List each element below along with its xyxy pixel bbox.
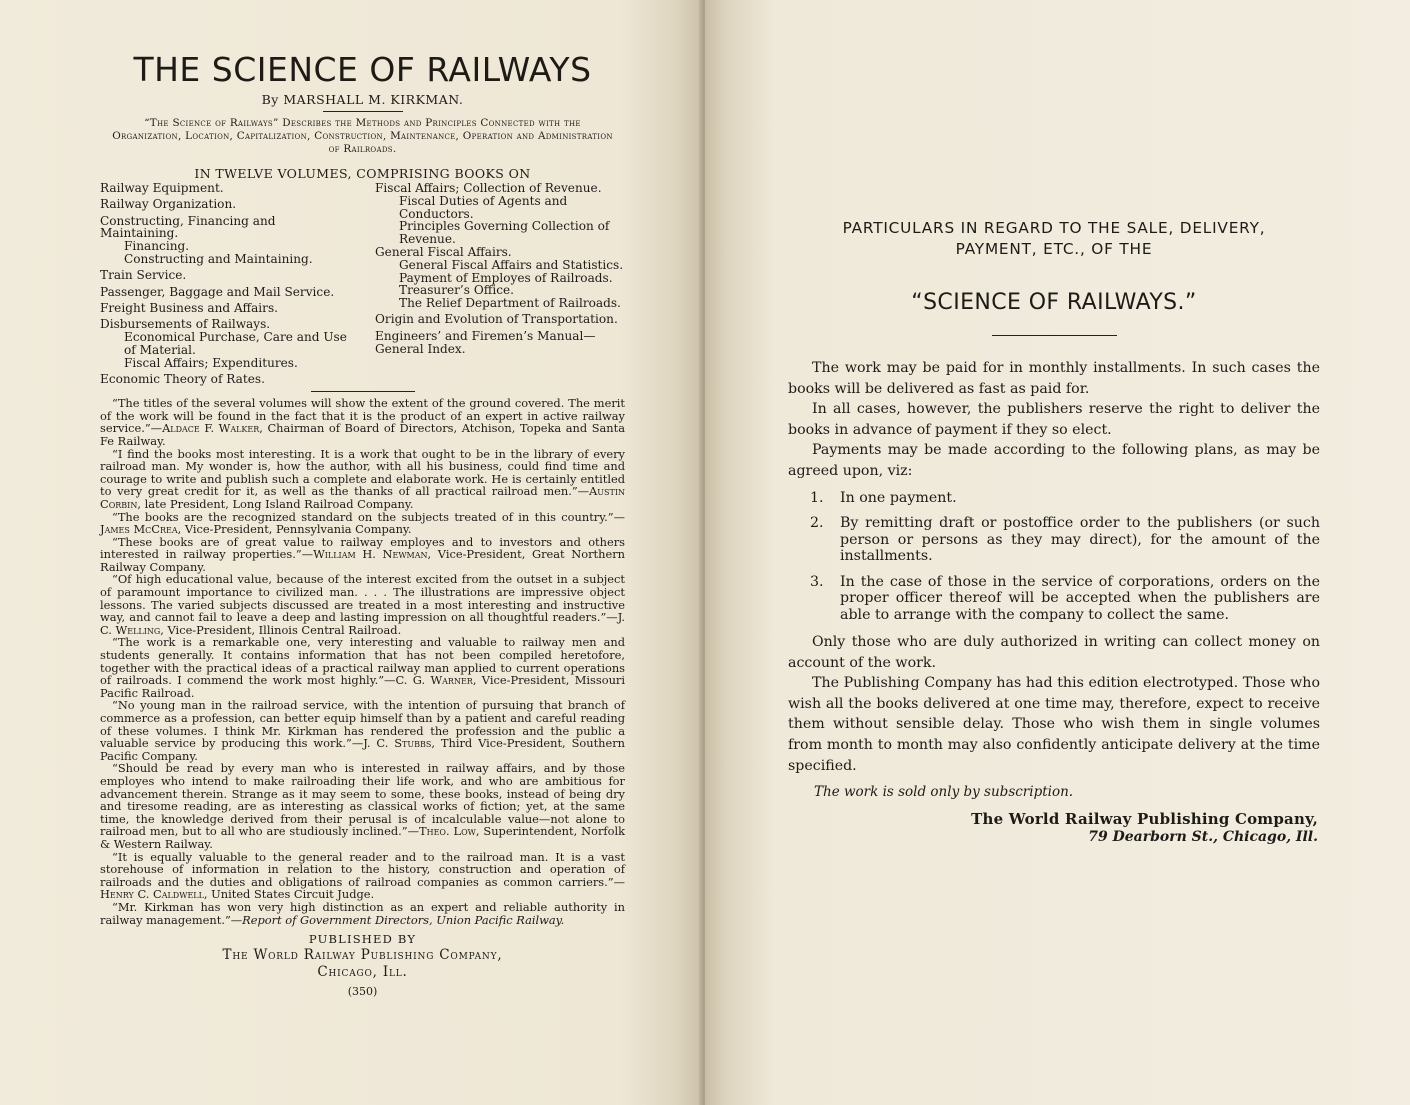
testimonial-affiliation: , United States Circuit Judge. xyxy=(203,887,375,902)
testimonial-text: “I find the books most interesting. It is a work that ought to be in the library of every railroad man. My wonder is, how the author, with all his business, could find time and courage to write and publish such a complete and elaborate work. He is certainly entitled to very great credit for it, as well as the thanks of all practical railroad men.”— xyxy=(100,446,625,499)
volume-entry: Passenger, Baggage and Mail Service. xyxy=(100,284,335,299)
testimonial xyxy=(100,699,625,762)
testimonial xyxy=(100,851,625,901)
publisher-block xyxy=(100,932,625,998)
subscription-note: The work is sold only by subscription. xyxy=(814,784,1074,801)
paragraph: In all cases, however, the publishers reserve the right to deliver the books in advance of payment if they so elect. xyxy=(788,401,1320,438)
book-title: THE SCIENCE OF RAILWAYS xyxy=(133,50,592,89)
paragraph: The work may be paid for in monthly installments. In such cases the books will be delivered as fast as paid for. xyxy=(788,360,1320,397)
divider xyxy=(992,335,1117,336)
testimonial-author: Henry C. Caldwell xyxy=(100,887,204,902)
testimonial-affiliation: , Vice-President, Illinois Central Railroad. xyxy=(160,622,402,637)
volume-entry: Fiscal Affairs; Collection of Revenue. xyxy=(375,181,602,195)
testimonials xyxy=(100,397,625,926)
description: “The Science of Railways” Describes the Methods and Principles Connected with the Organization, Location, Capitalization, Construction, Maintenance, Operation and Administration of Railroads. xyxy=(112,117,613,155)
volumes-list-left xyxy=(100,182,352,389)
testimonial xyxy=(100,636,625,699)
testimonial-author: J. C. Stubbs xyxy=(363,736,432,751)
testimonial xyxy=(100,448,625,511)
publisher-name: The World Railway Publishing Company, xyxy=(222,947,503,964)
plan-number: 1. xyxy=(810,489,824,506)
testimonial-text: “No young man in the railroad service, with the intention of pursuing that branch of commerce as a profession, can better equip himself than by a patient and careful reading of these volumes. I think Mr. Kirkman has rendered the profession and the public a valuable service by producing this work.”— xyxy=(100,698,625,751)
volume-entry: Railway Equipment. xyxy=(100,181,224,195)
right-page xyxy=(705,0,1410,1105)
testimonial-text: “It is equally valuable to the general reader and to the railroad man. It is a vast storehouse of information in relation to the history, construction and operation of railroads and the duties and obligations of railroad companies as common carriers.”— xyxy=(100,849,625,889)
testimonial-affiliation: , Third Vice-President, Southern Pacific Company. xyxy=(100,736,626,763)
volume-entry: Railway Organization. xyxy=(100,197,237,212)
testimonial xyxy=(100,901,625,926)
plan-text: In one payment. xyxy=(840,489,957,506)
volume-entry: Financing. xyxy=(124,239,190,254)
paragraph: The Publishing Company has had this edition electrotyped. Those who wish all the books delivered at one time may, therefore, expect to receive them without sensible delay. Those who wish them in single volumes from month to month may also confidently anticipate delivery at the time specified. xyxy=(788,675,1320,774)
testimonial-affiliation: , Superintendent, Norfolk & Western Railway. xyxy=(100,824,626,851)
company-address: 79 Dearborn St., Chicago, Ill. xyxy=(1088,829,1318,846)
section-title: “SCIENCE OF RAILWAYS.” xyxy=(911,290,1197,315)
volume-entry: The Relief Department of Railroads. xyxy=(399,296,621,311)
testimonial-affiliation: , Chairman of Board of Directors, Atchison, Topeka and Santa Fe Railway. xyxy=(100,421,625,448)
heading-line: PAYMENT, ETC., OF THE xyxy=(955,240,1153,258)
paragraph: Only those who are duly authorized in writing can collect money on account of the work. xyxy=(788,634,1320,671)
testimonial xyxy=(100,536,625,574)
volume-entry: Engineers’ and Firemen’s Manual—General Index. xyxy=(375,328,596,356)
plan-number: 3. xyxy=(810,573,824,590)
testimonial-author: William H. Newman xyxy=(313,547,428,562)
volume-entry: Constructing, Financing and Maintaining. xyxy=(100,213,276,241)
terms-body xyxy=(788,358,1320,776)
testimonial xyxy=(100,511,625,536)
testimonial xyxy=(100,573,625,636)
testimonial-author: Aldace F. Walker xyxy=(162,421,260,436)
published-by: PUBLISHED BY xyxy=(308,932,417,947)
testimonial-author: Theo. Low xyxy=(419,824,476,839)
particulars-heading xyxy=(788,218,1320,260)
testimonial-affiliation: , late President, Long Island Railroad Company. xyxy=(137,496,414,511)
testimonial xyxy=(100,397,625,447)
plan-text: By remitting draft or postoffice order to the publishers (or such person or persons as they may direct), for the amount of the installments. xyxy=(840,515,1320,565)
testimonial-author: J. C. Welling xyxy=(100,610,625,637)
volume-entry: General Fiscal Affairs and Statistics. xyxy=(399,257,624,272)
testimonial-author: Austin Corbin xyxy=(100,484,625,511)
byline: By MARSHALL M. KIRKMAN. xyxy=(261,92,464,107)
company-name: The World Railway Publishing Company, xyxy=(971,810,1318,829)
divider xyxy=(311,391,415,392)
publisher-city: Chicago, Ill. xyxy=(317,964,408,981)
testimonial-text: “Mr. Kirkman has won very high distinction as an expert and reliable authority in railway management.”— xyxy=(100,899,625,927)
volume-entry: Disbursements of Railways. xyxy=(100,317,271,332)
testimonial-affiliation: , Vice-President, Great Northern Railway Company. xyxy=(100,547,625,574)
page-number: (350) xyxy=(347,985,378,999)
volume-entry: Origin and Evolution of Transportation. xyxy=(375,312,618,327)
right-page-content xyxy=(788,218,1320,845)
plan-item xyxy=(788,574,1320,624)
volumes-list xyxy=(100,182,625,389)
volume-entry: Fiscal Duties of Agents and Conductors. xyxy=(399,193,568,221)
volumes-heading: IN TWELVE VOLUMES, COMPRISING BOOKS ON xyxy=(194,166,531,181)
testimonial-affiliation: , Vice-President, Missouri Pacific Railroad. xyxy=(100,673,625,700)
plan-item xyxy=(788,490,1320,507)
testimonial-author: James McCrea xyxy=(100,522,178,537)
testimonial-text: “The work is a remarkable one, very interesting and valuable to railway men and students generally. It contains information that has not been compiled heretofore, together with the practical ideas of a practical railway man applied to current operations of railroads. I commend the work most highly.”— xyxy=(100,635,625,688)
testimonial-text: “These books are of great value to railway employes and to investors and others interested in railway properties.”— xyxy=(100,534,625,562)
volume-entry: Economical Purchase, Care and Use of Material. xyxy=(124,329,347,357)
volume-entry: Fiscal Affairs; Expenditures. xyxy=(124,355,298,370)
plan-item xyxy=(788,515,1320,565)
left-page-content xyxy=(100,50,625,998)
volume-entry: Constructing and Maintaining. xyxy=(124,251,313,266)
plan-text: In the case of those in the service of corporations, orders on the proper officer thereof will be accepted when the publishers are able to arrange with the company to collect the same. xyxy=(840,573,1320,623)
volume-entry: General Fiscal Affairs. xyxy=(375,244,512,259)
volume-entry: Treasurer’s Office. xyxy=(399,283,514,298)
volume-entry: Payment of Employes of Railroads. xyxy=(399,270,613,285)
volume-entry: Train Service. xyxy=(100,268,187,283)
divider xyxy=(323,111,403,112)
paragraph: Payments may be made according to the following plans, as may be agreed upon, viz: xyxy=(788,442,1320,479)
volume-entry: Freight Business and Affairs. xyxy=(100,300,278,315)
testimonial-text: “The books are the recognized standard on the subjects treated of in this country.”— xyxy=(112,509,625,524)
testimonial-affiliation: , Vice-President, Pennsylvania Company. xyxy=(177,522,412,537)
plan-number: 2. xyxy=(810,515,824,532)
heading-line: PARTICULARS IN REGARD TO THE SALE, DELIVERY, xyxy=(842,219,1266,237)
testimonial-text: “The titles of the several volumes will show the extent of the ground covered. The merit of the work will be found in the fact that it is the product of an expert in active railway service.”— xyxy=(100,396,625,436)
testimonial-text: “Of high educational value, because of the interest excited from the outset in a subject of paramount importance to civilized man. . . . The illustrations are impressive object lessons. The varied subjects discussed are treated in a most interesting and instructive way, and cannot fail to leave a deep and lasting impression on all thoughtful readers.”— xyxy=(100,572,625,625)
testimonial-author: C. G. Warner xyxy=(395,673,473,688)
volume-entry: Principles Governing Collection of Revenue. xyxy=(399,219,610,247)
testimonial-source: Report of Government Directors, Union Pacific Railway. xyxy=(242,912,565,927)
volumes-list-right xyxy=(375,182,625,389)
testimonial xyxy=(100,762,625,850)
volume-entry: Economic Theory of Rates. xyxy=(100,371,265,386)
payment-plans xyxy=(788,490,1320,624)
testimonial-text: “Should be read by every man who is interested in railway affairs, and by those employes who intend to make railroading their life work, and who are ambitious for advancement therein. Strange as it may seem to some, these books, instead of being dry and tiresome reading, are as interesting as classical works of fiction; yet, at the same time, the knowledge derived from their perusal is of incalculable value—not alone to railroad men, but to all who are studiously inclined.”— xyxy=(100,761,625,839)
